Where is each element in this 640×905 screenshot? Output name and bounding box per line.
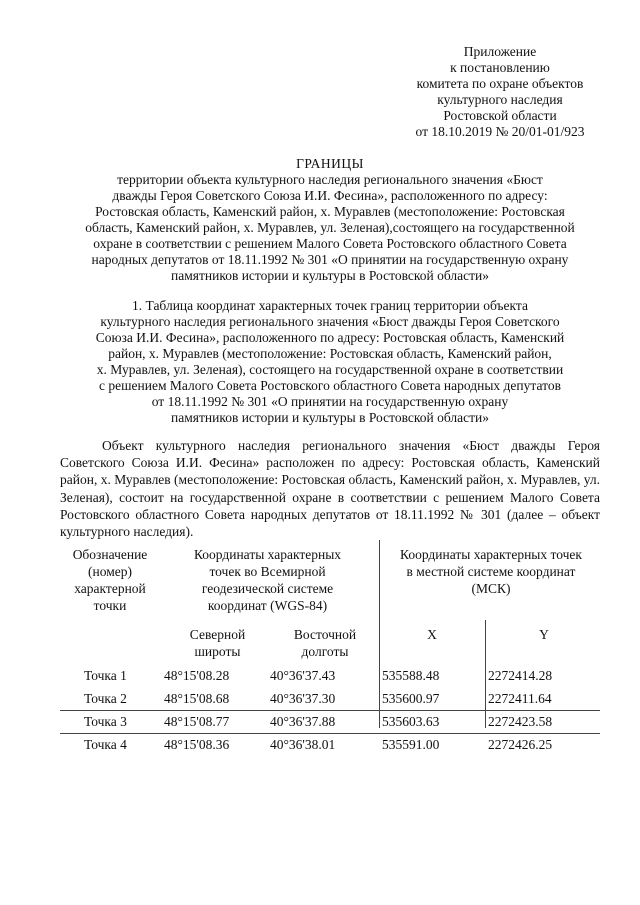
section-line: памятников истории и культуры в Ростовской области» <box>171 410 489 425</box>
subheader-x: X <box>427 627 437 642</box>
cell-x: 535600.97 <box>382 691 440 706</box>
table-divider <box>485 620 486 728</box>
header-msk: Координаты характерных точек в местной системе координат (МСК) <box>400 547 582 596</box>
appendix-line: комитета по охране объектов <box>416 76 584 91</box>
cell-east: 40°36'37.30 <box>270 691 336 706</box>
cell-east: 40°36'37.43 <box>270 668 336 683</box>
table-divider <box>60 710 600 711</box>
cell-x: 535591.00 <box>382 737 440 752</box>
title-heading: ГРАНИЦЫ <box>296 156 364 171</box>
cell-north: 48°15'08.68 <box>164 691 230 706</box>
cell-y: 2272423.58 <box>488 714 553 729</box>
cell-x: 535603.63 <box>382 714 440 729</box>
subheader-north: Северной широты <box>189 627 246 659</box>
title-line: дважды Героя Советского Союза И.И. Фесина», расположенного по адресу: <box>112 188 548 203</box>
appendix-line: Ростовской области <box>443 108 557 123</box>
table-divider <box>379 540 380 728</box>
header-wgs84: Координаты характерных точек во Всемирной геодезической системе координат (WGS-84) <box>193 547 342 613</box>
section-line: от 18.11.1992 № 301 «О принятии на государственную охрану <box>151 394 509 409</box>
cell-north: 48°15'08.36 <box>164 737 230 752</box>
cell-y: 2272414.28 <box>488 668 553 683</box>
paragraph-text: Объект культурного наследия регионального значения «Бюст дважды Героя Советского Союза И.И. Фесина» расположен по адресу: Ростовская область, Каменский район, х. Муравлев (местоположение: Ростовская область, Каменский район, х. Муравлев, ул. Зеленая), состоит на государственной охране в соответствии с решением Малого Совета Ростовского областного Совета народных депутатов от 18.11.1992 № 301 (далее – объект культурного наследия). <box>60 438 600 540</box>
title-line: народных депутатов от 18.11.1992 № 301 «О принятии на государственную охрану <box>91 252 569 267</box>
section-line: с решением Малого Совета Ростовского областного Совета народных депутатов <box>99 378 561 393</box>
title-line: памятников истории и культуры в Ростовской области» <box>171 268 489 283</box>
appendix-line: к постановлению <box>450 60 550 75</box>
section-line: культурного наследия регионального значения «Бюст дважды Героя Советского <box>100 314 560 329</box>
cell-point: Точка 4 <box>84 737 127 752</box>
appendix-line: Приложение <box>463 44 537 59</box>
title-line: территории объекта культурного наследия регионального значения «Бюст <box>117 172 543 187</box>
appendix-line: культурного наследия <box>437 92 563 107</box>
coordinates-table <box>60 540 600 760</box>
appendix-line: от 18.10.2019 № 20/01-01/923 <box>415 124 585 139</box>
cell-y: 2272426.25 <box>488 737 553 752</box>
cell-point: Точка 1 <box>84 668 127 683</box>
cell-north: 48°15'08.77 <box>164 714 230 729</box>
title-line: охране в соответствии с решением Малого Совета Ростовского областного Совета <box>93 236 567 251</box>
title-line: Ростовская область, Каменский район, х. Муравлев (местоположение: Ростовская <box>95 204 565 219</box>
cell-x: 535588.48 <box>382 668 440 683</box>
title-line: область, Каменский район, х. Муравлев, ул. Зеленая),состоящего на государственной <box>85 220 575 235</box>
section-heading <box>60 298 600 426</box>
document-title <box>60 156 600 284</box>
header-point: Обозначение (номер) характерной точки <box>72 547 148 613</box>
table-divider <box>60 733 600 734</box>
appendix-block <box>380 44 620 140</box>
cell-point: Точка 3 <box>84 714 127 729</box>
section-line: х. Муравлев, ул. Зеленая), состоящего на государственной охране в соответствии <box>96 362 564 377</box>
section-line: район, х. Муравлев (местоположение: Ростовская область, Каменский район, <box>108 346 552 361</box>
cell-east: 40°36'38.01 <box>270 737 336 752</box>
subheader-y: Y <box>539 627 549 642</box>
section-line: Союза И.И. Фесина», расположенного по адресу: Ростовская область, Каменский <box>95 330 565 345</box>
cell-point: Точка 2 <box>84 691 127 706</box>
body-paragraph <box>60 437 600 540</box>
subheader-east: Восточной долготы <box>293 627 357 659</box>
section-line: 1. Таблица координат характерных точек границ территории объекта <box>132 298 528 313</box>
cell-east: 40°36'37.88 <box>270 714 336 729</box>
cell-north: 48°15'08.28 <box>164 668 230 683</box>
cell-y: 2272411.64 <box>488 691 552 706</box>
